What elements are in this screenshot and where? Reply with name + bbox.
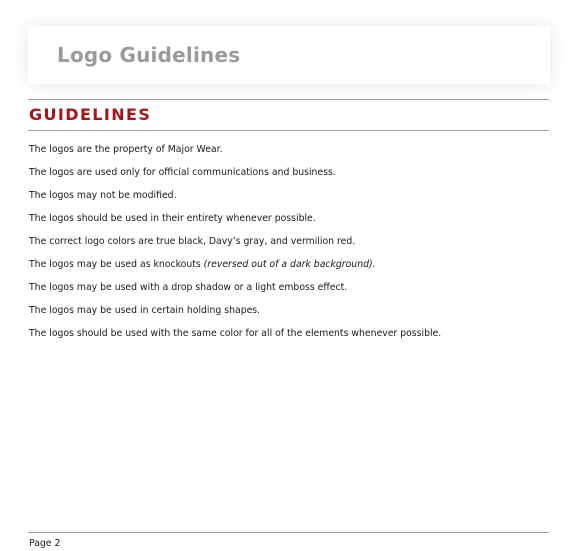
guideline-item: The logos should be used in their entirety whenever possible.	[29, 213, 316, 224]
guideline-item: The logos are the property of Major Wear.	[29, 144, 223, 155]
title-banner	[28, 26, 550, 84]
guideline-item: The logos are used only for official communications and business.	[29, 167, 336, 178]
page-title: Logo Guidelines	[57, 43, 241, 67]
guideline-item: The logos may be used in certain holding shapes.	[29, 305, 261, 316]
guideline-item: The logos should be used with the same color for all of the elements whenever possible.	[29, 328, 442, 339]
guideline-item: The logos may be used with a drop shadow or a light emboss effect.	[29, 282, 348, 293]
guideline-item: The correct logo colors are true black, Davy’s gray, and vermilion red.	[29, 236, 356, 247]
section-rule-bottom	[28, 130, 549, 131]
guideline-text: The logos may be used as knockouts	[29, 259, 204, 270]
guideline-item	[29, 257, 441, 280]
section-heading: GUIDELINES	[29, 105, 152, 124]
guidelines-list	[29, 142, 441, 349]
page-number: Page 2	[29, 538, 61, 549]
section-rule-top	[28, 99, 549, 100]
footer-rule	[28, 532, 549, 533]
guideline-item: The logos may not be modified.	[29, 190, 177, 201]
guideline-note: (reversed out of a dark background).	[203, 259, 376, 270]
